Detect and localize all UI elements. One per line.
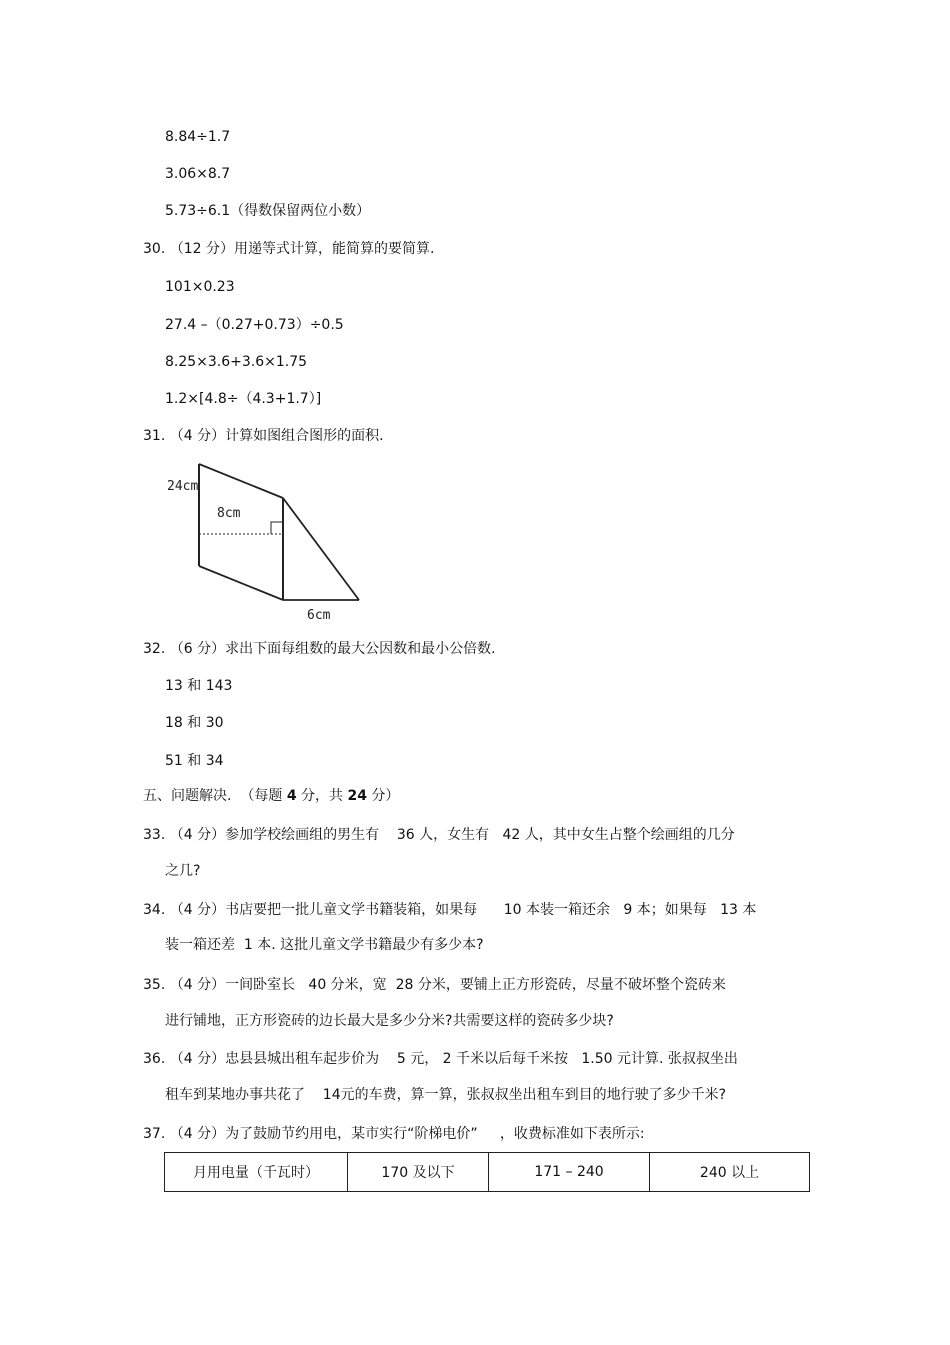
- section-5-heading: 五、问题解决. （每题 4 分，共 24 分）: [143, 788, 400, 804]
- table-cell: 240 以上: [650, 1153, 810, 1192]
- calc-line-2: 3.06×8.7: [165, 166, 231, 182]
- table-row: [165, 1153, 810, 1192]
- pair-line-1: 13 和 143: [165, 678, 233, 694]
- question-33-cont: 之几?: [165, 863, 201, 879]
- label-6cm: 6cm: [307, 608, 331, 623]
- question-35: 35. （4 分）一间卧室长 40 分米，宽 28 分米，要铺上正方形瓷砖，尽量不破坏整个瓷砖来: [143, 977, 726, 993]
- question-35-cont: 进行铺地，正方形瓷砖的边长最大是多少分米?共需要这样的瓷砖多少块?: [165, 1013, 614, 1029]
- table-cell: 月用电量（千瓦时）: [165, 1153, 348, 1192]
- pair-line-3: 51 和 34: [165, 753, 224, 769]
- calc-line-4: 101×0.23: [165, 279, 235, 295]
- label-8cm: 8cm: [217, 506, 241, 521]
- calc-line-7: 1.2×[4.8÷（4.3+1.7）]: [165, 391, 322, 407]
- table-cell: 171 – 240: [489, 1153, 650, 1192]
- table-cell: 170 及以下: [348, 1153, 489, 1192]
- calc-line-1: 8.84÷1.7: [165, 129, 231, 145]
- question-36: 36. （4 分）忠县县城出租车起步价为 5 元， 2 千米以后每千米按 1.50 元计算. 张叔叔坐出: [143, 1051, 738, 1067]
- pair-line-2: 18 和 30: [165, 715, 224, 731]
- question-37: 37. （4 分）为了鼓励节约用电，某市实行“阶梯电价” ，收费标准如下表所示:: [143, 1126, 645, 1142]
- composite-figure: [165, 458, 365, 623]
- question-36-cont: 租车到某地办事共花了 14元的车费，算一算，张叔叔坐出租车到目的地行驶了多少千米?: [165, 1087, 727, 1103]
- calc-line-6: 8.25×3.6+3.6×1.75: [165, 354, 308, 370]
- calc-line-3: 5.73÷6.1（得数保留两位小数）: [165, 203, 371, 219]
- question-34: 34. （4 分）书店要把一批儿童文学书籍装箱，如果每 10 本装一箱还余 9 本；如果每 13 本: [143, 902, 757, 918]
- label-24cm: 24cm: [167, 479, 199, 494]
- question-33: 33. （4 分）参加学校绘画组的男生有 36 人，女生有 42 人，其中女生占整个绘画组的几分: [143, 827, 735, 843]
- calc-line-5: 27.4 –（0.27+0.73）÷0.5: [165, 317, 344, 333]
- question-31: 31. （4 分）计算如图组合图形的面积.: [143, 428, 384, 444]
- question-34-cont: 装一箱还差 1 本. 这批儿童文学书籍最少有多少本?: [165, 937, 484, 953]
- question-32: 32. （6 分）求出下面每组数的最大公因数和最小公倍数.: [143, 641, 496, 657]
- electricity-price-table: [164, 1152, 810, 1192]
- question-30: 30. （12 分）用递等式计算，能简算的要简算.: [143, 241, 435, 257]
